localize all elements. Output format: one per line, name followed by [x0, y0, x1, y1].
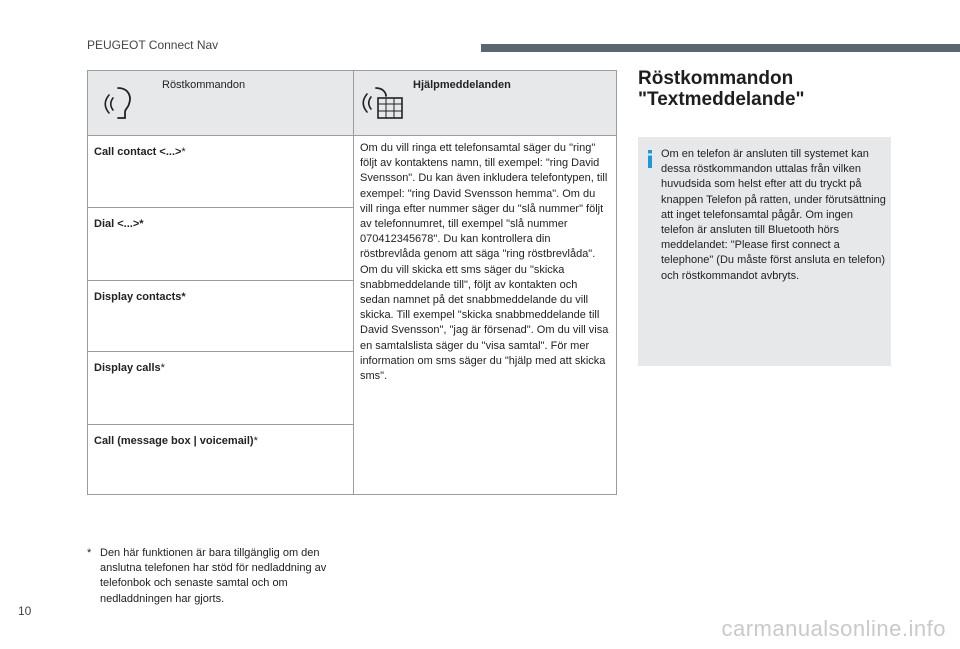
table-header-help	[354, 71, 617, 136]
col-header-commands: Röstkommandon	[162, 79, 246, 91]
table-row	[88, 136, 617, 208]
header-bar	[481, 44, 960, 52]
header-title: PEUGEOT Connect Nav	[87, 38, 219, 52]
help-message-cell: Om du vill ringa ett telefonsamtal säger du "ring" följt av kontaktens namn, till exempel: "ring David Svensson". Du kan även inkludera telefontypen, till exempel: "ring David Svensson hemma". Om du vill ringa efter nummer säger du "slå nummer" följt av telefonnumret, till exempel "slå nummer 070412345678". Du kan kontrollera din röstbrevlåda genom att säga "ring röstbrevlåda". Om du vill skicka ett sms säger du "skicka snabbmeddelande till", följt av kontakten och sedan namnet på det snabbmeddelande du vill skicka. Till exempel "skicka snabbmeddelande till David Svensson", "jag är försenad". Om du vill visa en samtalslista säger du "visa samtal". För mer information om sms säger du "hjälp med att skicka sms".	[354, 136, 617, 495]
command-cell: Call contact <...>*	[88, 136, 354, 208]
footnote	[87, 546, 357, 607]
info-text: Om en telefon är ansluten till systemet kan dessa röstkommandon uttalas från vilken huvudsida som helst efter att du tryckt på knappen Telefon på ratten, under förutsättning att inget telefonsamtal pågår. Om ingen telefon är ansluten till Bluetooth hörs meddelandet: "Please first connect a telephone" (Du måste först ansluta en telefon) och röstkommandot avbryts.	[661, 148, 886, 282]
col-header-help: Hjälpmeddelanden	[413, 79, 511, 91]
info-icon	[647, 150, 653, 168]
page-number: 10	[18, 604, 32, 618]
voice-command-icon	[102, 84, 136, 124]
footnote-mark: *	[87, 547, 92, 559]
command-cell: Display contacts*	[88, 281, 354, 352]
voice-command-table	[87, 70, 617, 495]
voice-help-icon	[362, 84, 406, 124]
command-cell: Display calls*	[88, 352, 354, 425]
command-cell: Dial <...>*	[88, 208, 354, 281]
info-box	[638, 137, 891, 366]
command-cell: Call (message box | voicemail)*	[88, 425, 354, 495]
watermark: carmanualsonline.info	[721, 616, 946, 641]
table-header-commands	[88, 71, 354, 136]
section-title: Röstkommandon "Textmeddelande"	[638, 68, 805, 110]
footnote-text: Den här funktionen är bara tillgänglig om den anslutna telefonen har stöd för nedladdning av telefonbok och senaste samtal och om nedladdningen har gjorts.	[100, 547, 327, 605]
